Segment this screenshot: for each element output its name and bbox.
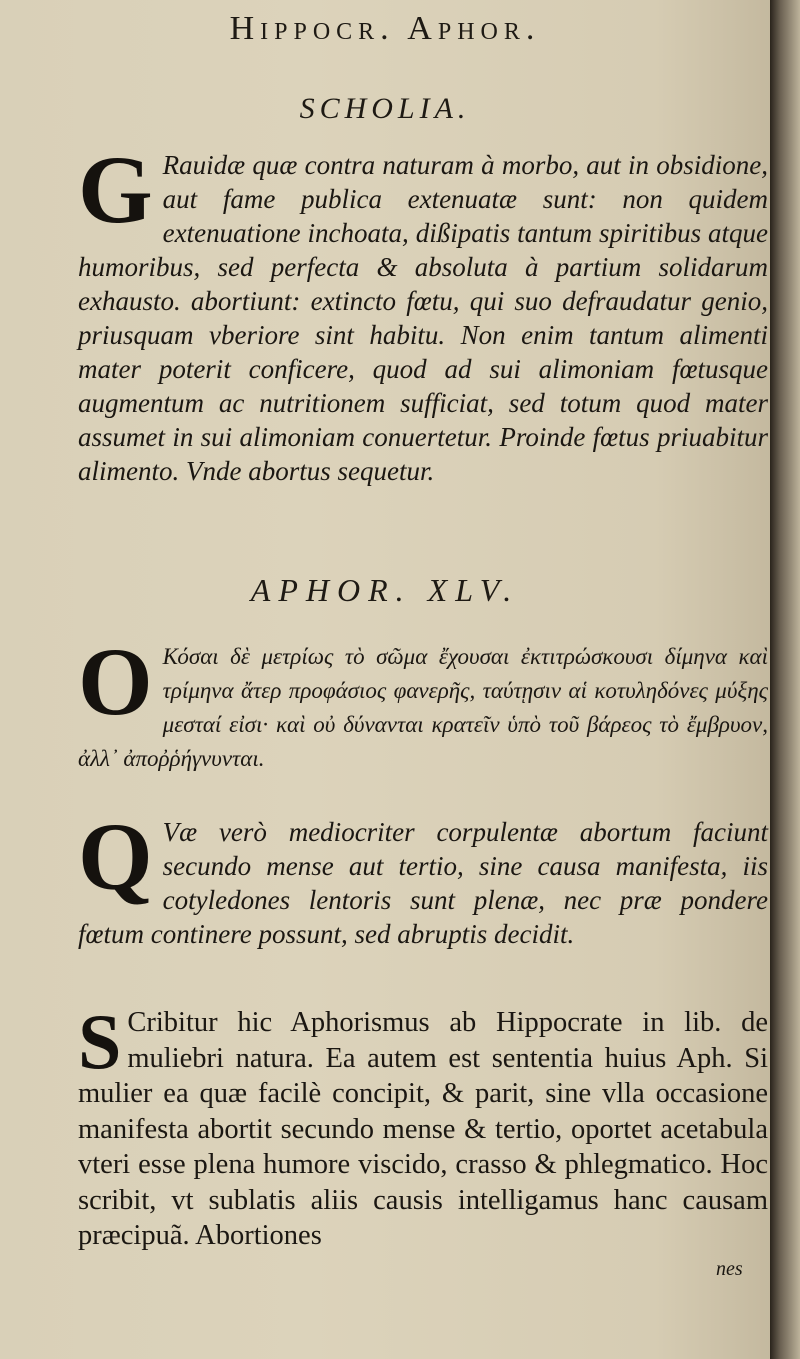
- latin-aphorism: [78, 803, 768, 975]
- greek-dropcap: O: [78, 628, 153, 735]
- scholia-heading: SCHOLIA.: [299, 92, 471, 125]
- commentary-dropcap: S: [78, 998, 122, 1085]
- scholia-dropcap: G: [78, 136, 153, 243]
- running-header: Hippocr. Aphor.: [229, 10, 541, 47]
- book-gutter: [770, 0, 800, 1359]
- aphorism-heading: APHOR. XLV.: [250, 572, 520, 608]
- scholia-paragraph: [78, 136, 768, 528]
- latin-dropcap: Q: [78, 803, 153, 910]
- greek-aphorism-text: Κόσαι δὲ μετρίως τὸ σῶμα ἔχουσαι ἐκτιτρώσκουσι δίμηνα καὶ τρίμηνα ἄτερ προφάσιος φανερῆς, ταύτῃσιν αἱ κοτυληδόνες μύξης μεσταί εἰσι· καὶ οὐ δύνανται κρατεῖν ὑπὸ τοῦ βάρεος τὸ ἔμβρυον, ἀλλ᾽ ἀποῤῥήγνυνται.: [78, 644, 768, 771]
- catchword: nes: [716, 1258, 743, 1280]
- scholia-text: Rauidæ quæ contra naturam à morbo, aut in obsidione, aut fame publica extenuatæ sunt: non quidem extenuatione inchoata, dißipatis tantum spiritibus atque humoribus, sed perfecta & absoluta à partium solidarum exhausto. abortiunt: extincto fœtu, qui suo defraudatur genio, priusquam vberiore sint habitu. Non enim tantum alimenti mater poterit conficere, quod ad sui alimoniam fœtusque augmentum ac nutritionem sufficiat, sed totum quod mater assumet in sui alimoniam conuertetur. Proinde fœtus priuabitur alimento. Vnde abortus sequetur.: [78, 150, 768, 486]
- latin-aphorism-text: Væ verò mediocriter corpulentæ abortum faciunt secundo mense aut tertio, sine causa manifesta, iis cotyledones lentoris sunt plenæ, nec præ pondere fœtum continere possunt, sed abruptis decidit.: [78, 817, 768, 949]
- commentary-paragraph: [78, 998, 768, 1255]
- commentary-text: Cribitur hic Aphorismus ab Hippocrate in lib. de muliebri natura. Ea autem est sententia huius Aph. Si mulier ea quæ facilè concipit, & parit, sine vlla occasione manifesta abortit secundo mense & tertio, oportet acetabula vteri esse plena humore viscido, crasso & phlegmatico. Hoc scribit, vt sublatis aliis causis intelligamus hanc causam præcipuã. Abortiones: [78, 1007, 768, 1251]
- greek-aphorism: [78, 628, 768, 790]
